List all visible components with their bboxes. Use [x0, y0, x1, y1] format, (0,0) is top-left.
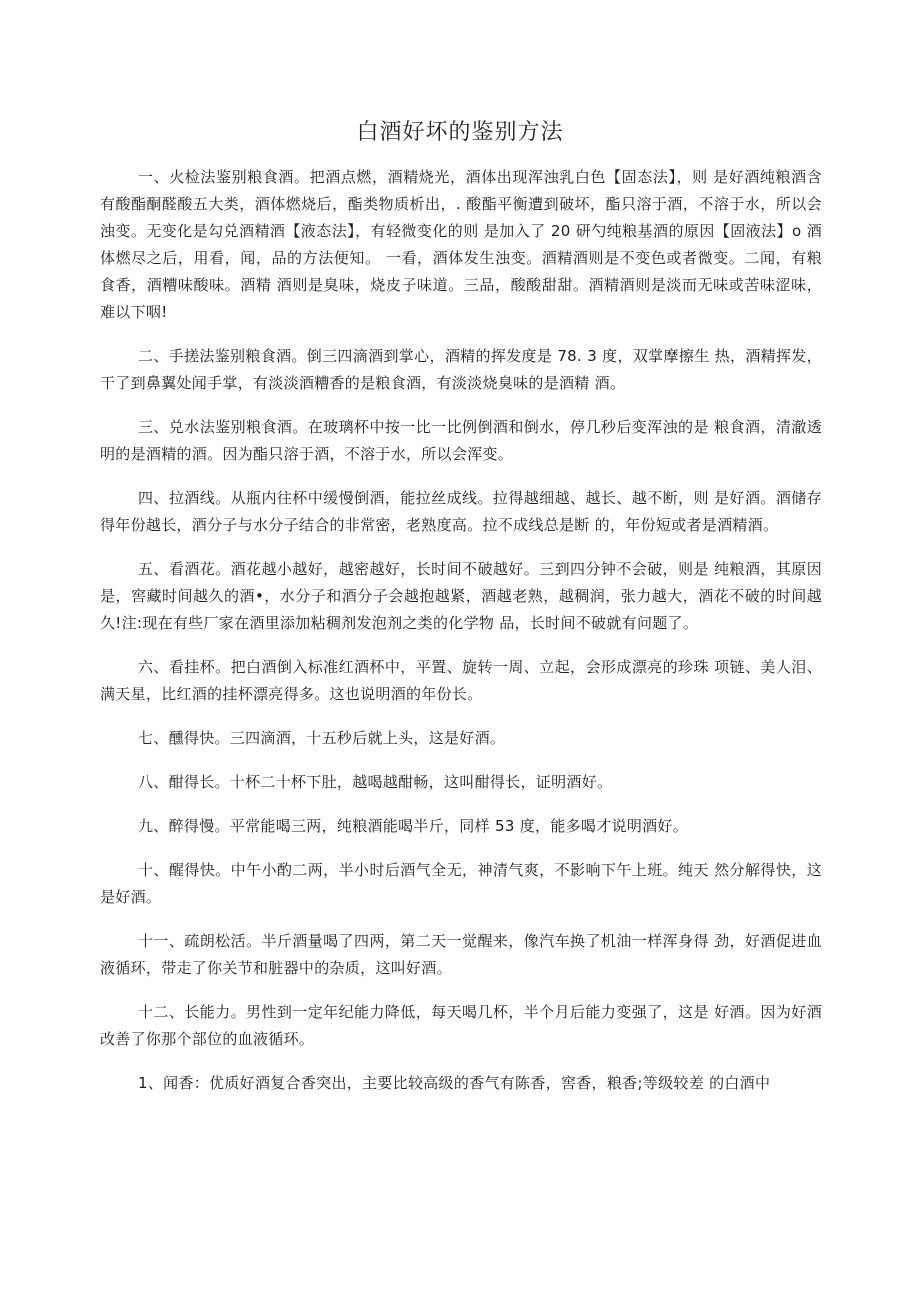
- paragraph-water-test: 三、兑水法鉴别粮食酒。在玻璃杯中按一比一比例倒酒和倒水，停几秒后变浑浊的是 粮食酒，清澈透明的是酒精的酒。因为酯只溶于酒，不溶于水，所以会浑变。: [100, 418, 822, 463]
- paragraph-fire-test: 一、火检法鉴别粮食酒。把酒点燃，酒精烧光，酒体出现浑浊乳白色【固态法】，则 是好酒纯粮酒含有酸酯酮醛酸五大类，酒体燃烧后，酯类物质析出，. 酸酯平衡遭到破坏，酯只溶于酒，不溶于水，所以会浊变。无变化是勾兑酒精酒【液态法】，有轻微变化的则 是加入了 20 研勺纯粮基酒的原因【固液法】o 酒体燃尽之后，用看，闻，品的方法便知。 一看，酒体发生浊变。酒精酒则是不变色或者微变。二闻，有粮食香，酒糟味酸味。酒精 酒则是臭味，烧皮子味道。三品，酸酸甜甜。酒精酒则是淡而无味或苦味涩味，难以下咽!: [100, 168, 822, 321]
- paragraph-slow-drunk: 九、醉得慢。平常能喝三两，纯粮酒能喝半斤，同样 53 度，能多喝才说明酒好。: [138, 817, 689, 835]
- paragraph-hand-rub-test: 二、手搓法鉴别粮食酒。倒三四滴酒到掌心，酒精的挥发度是 78. 3 度，双掌摩擦生 热，酒精挥发，干了到鼻翼处闻手掌，有淡淡酒糟香的是粮食酒，有淡淡烧臭味的是酒精 酒。: [100, 347, 822, 392]
- page-title: 白酒好坏的鉴别方法: [356, 120, 564, 145]
- paragraph-smell: 1、闻香：优质好酒复合香突出，主要比较高级的香气有陈香，窖香，粮香;等级较差 的白酒中: [138, 1074, 771, 1092]
- paragraph-long-enjoyment: 八、酣得长。十杯二十杯下肚，越喝越酣畅，这叫酣得长，证明酒好。: [138, 773, 613, 791]
- paragraph-glass-legs: 六、看挂杯。把白酒倒入标准红酒杯中，平置、旋转一周、立起，会形成漂亮的珍珠 项链、美人泪、满天星，比红酒的挂杯漂亮得多。这也说明酒的年份长。: [100, 658, 822, 703]
- paragraph-pour-line: 四、拉酒线。从瓶内往杯中缓慢倒酒，能拉丝成线。拉得越细越、越长、越不断，则 是好酒。酒储存得年份越长，酒分子与水分子结合的非常密，老熟度高。拉不成线总是断 的，年份短或者是酒精酒。: [100, 489, 822, 534]
- paragraph-wine-bubbles: 五、看酒花。酒花越小越好，越密越好，长时间不破越好。三到四分钟不会破，则是 纯粮酒，其原因是，窖藏时间越久的酒•，水分子和酒分子会越抱越紧，酒越老熟，越稠润，张力越大，酒花不破的时间越久!注:现在有些厂家在酒里添加粘稠剂发泡剂之类的化学物 品，长时间不破就有问题了。: [100, 560, 822, 632]
- paragraph-quick-sober: 十、醒得快。中午小酌二两，半小时后酒气全无，神清气爽，不影响下午上班。纯天 然分解得快，这是好酒。: [100, 861, 822, 906]
- paragraph-ability: 十二、长能力。男性到一定年纪能力降低，每天喝几杯，半个月后能力变强了，这是 好酒。因为好酒改善了你那个部位的血液循环。: [100, 1003, 822, 1048]
- document-body: [100, 164, 822, 1114]
- paragraph-quick-effect: 七、醺得快。三四滴酒，十五秒后就上头，这是好酒。: [138, 729, 506, 747]
- paragraph-relaxed: 十一、疏朗松活。半斤酒量喝了四两，第二天一觉醒来，像汽车换了机油一样浑身得 劲，好酒促进血液循环，带走了你关节和脏器中的杂质，这叫好酒。: [100, 932, 822, 977]
